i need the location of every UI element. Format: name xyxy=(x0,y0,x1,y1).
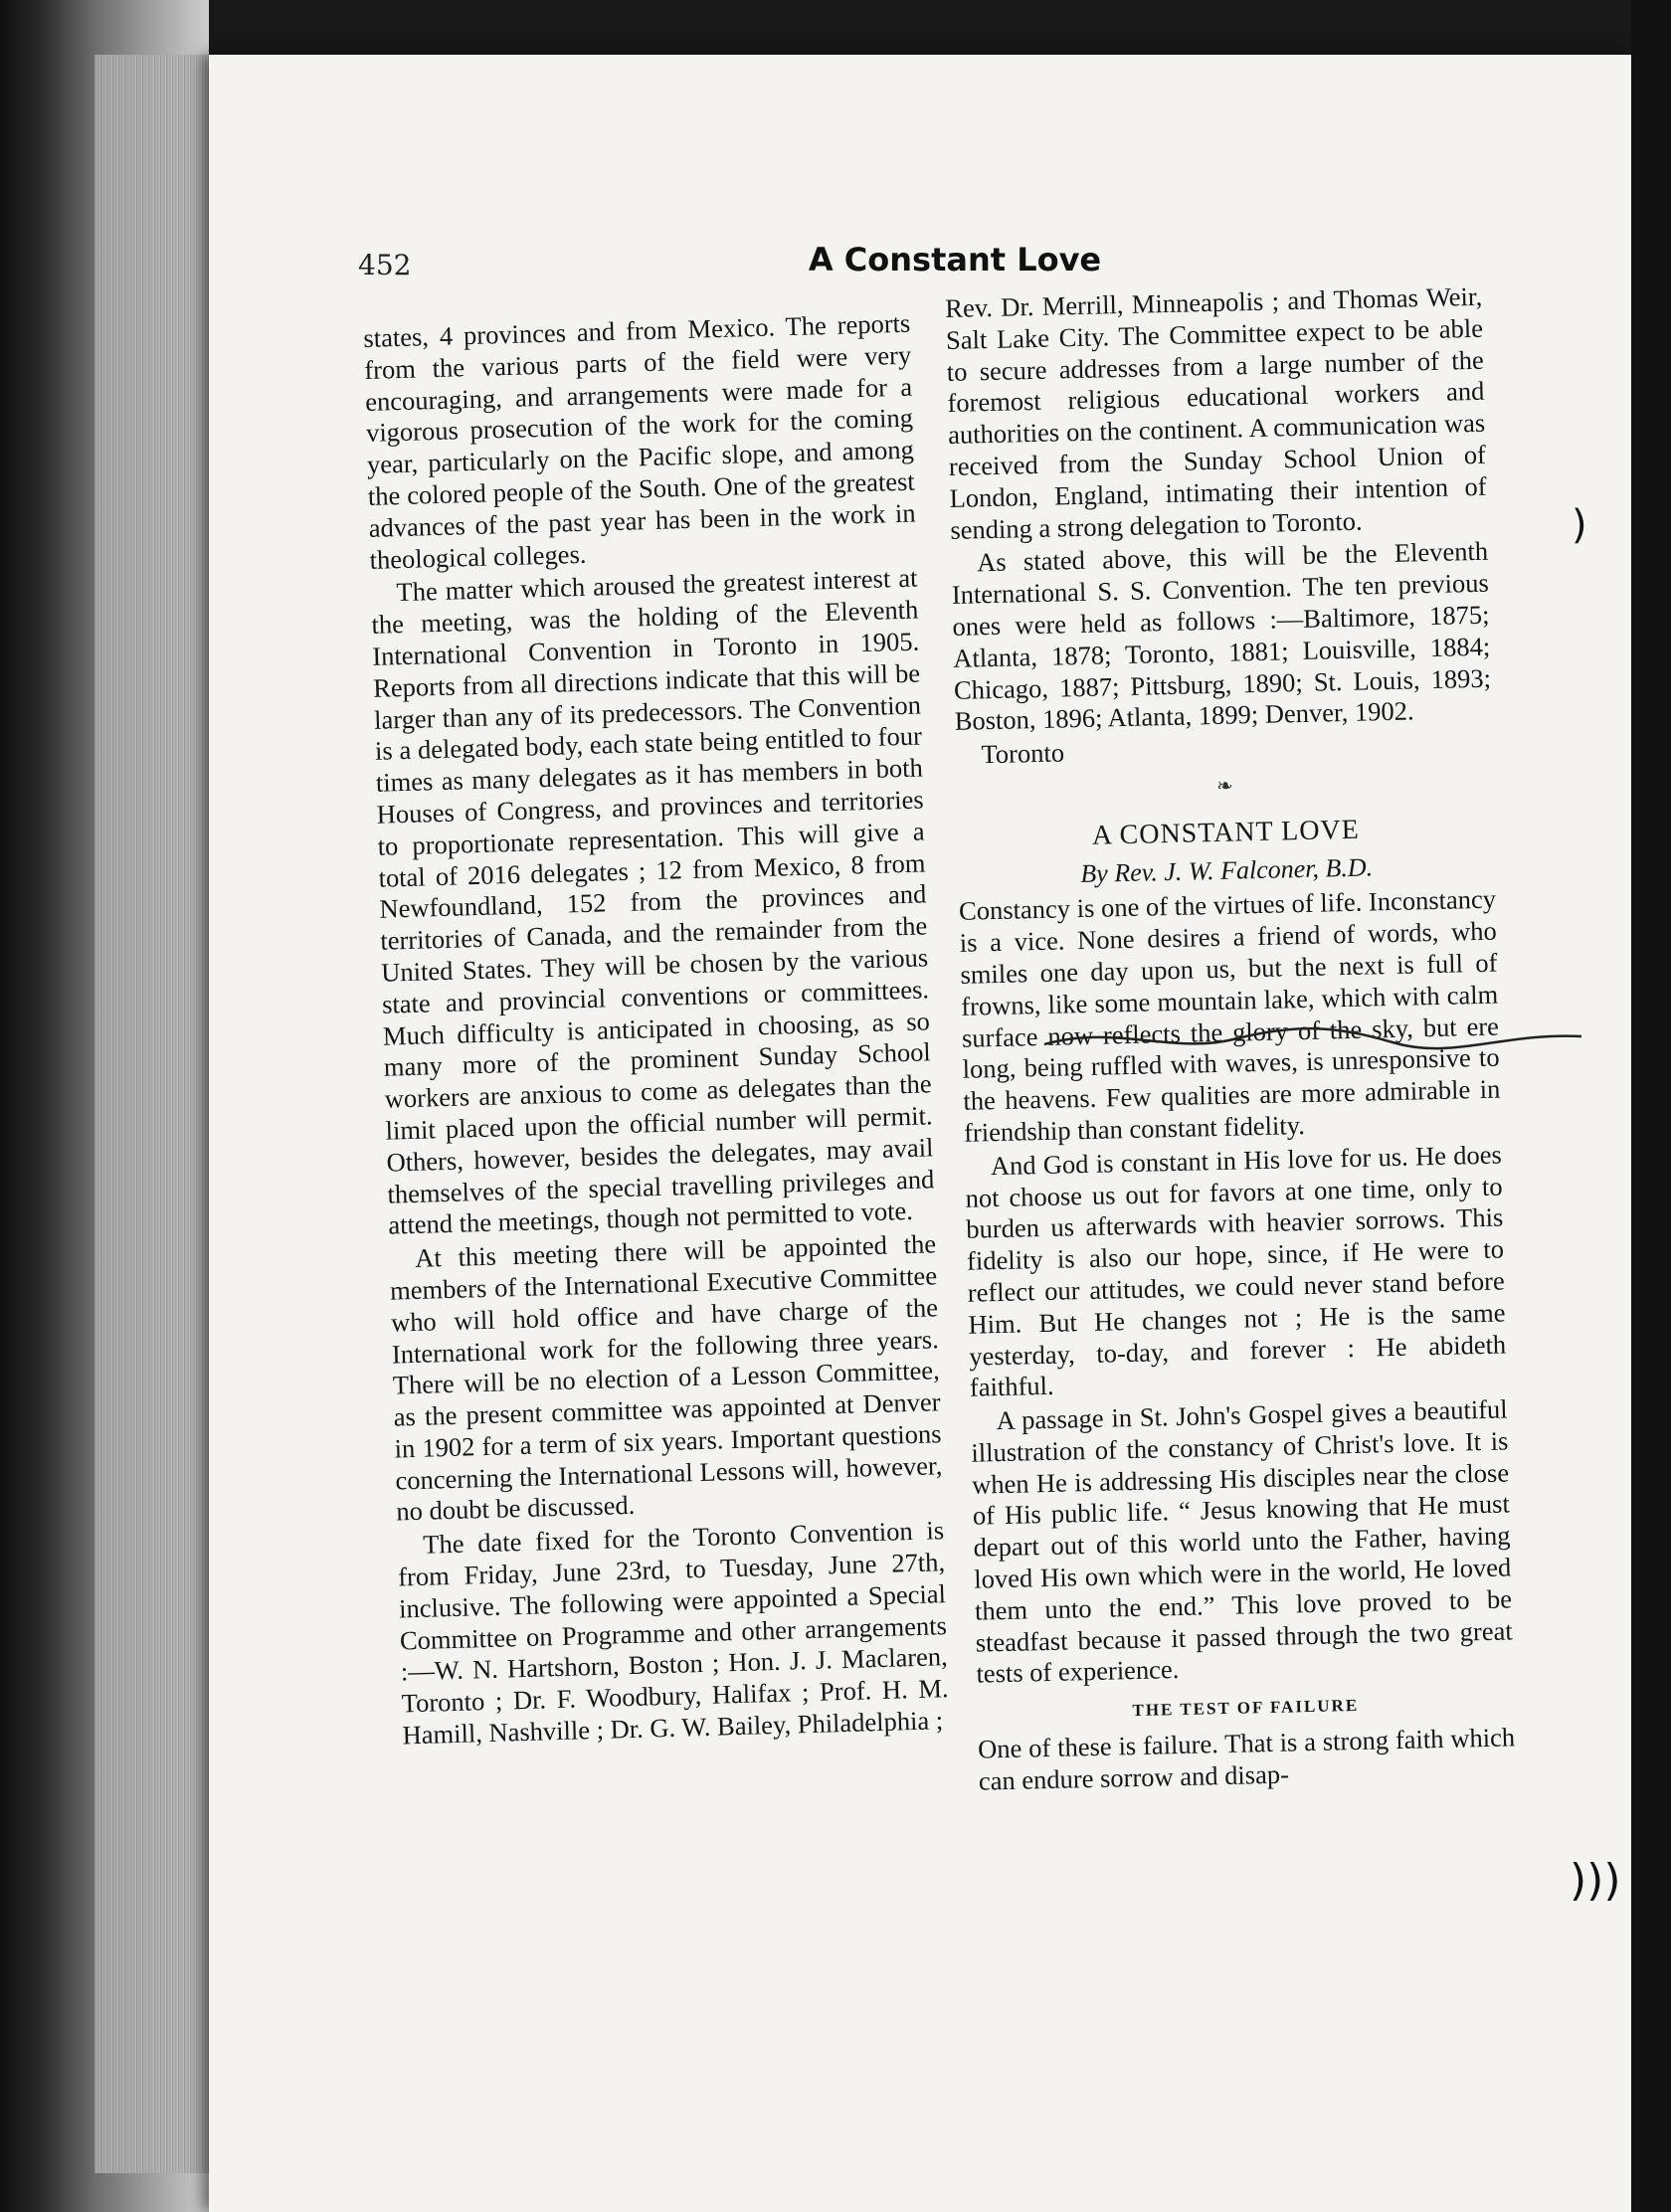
ornament-divider: ❧ xyxy=(1215,775,1233,798)
signoff: Toronto xyxy=(981,737,1065,770)
page-stack xyxy=(94,55,219,2173)
margin-bracket-mark: ))) xyxy=(1570,1855,1621,1906)
paragraph: The date fixed for the Toronto Convention is from Friday, June 23rd, to Tuesday, June 27th, inclusive. The following were appointed a Special Committee on Programme and other arrangements :—W. N. Hartshorn, Boston ; Hon. J. J. Maclaren, Toronto ; Dr. F. Woodbury, Halifax ; Prof. H. M. Hamill, Nashville ; Dr. G. W. Bailey, Philadelphia ; xyxy=(397,1515,949,1751)
paragraph: And God is constant in His love for us. He does not choose us out for favors at one time, only to burden us afterwards with heavier sorrows. This fidelity is also our hope, since, if He were to reflect our attitudes, we could never stand before Him. But He changes not ; He is the same yesterday, to-day, and forever : He abideth faithful. xyxy=(965,1139,1507,1403)
right-shadow-edge xyxy=(1631,0,1671,2212)
paragraph: A passage in St. John's Gospel gives a beautiful illustration of the constancy of Christ's love. It is when He is addressing His disciples near the close of His public life. “ Jesus knowing that He must depart out of this world unto the Father, having loved His own which were in the world, He loved them unto the end.” This love proved to be steadfast because it passed through the two great tests of experience. xyxy=(971,1393,1513,1690)
paragraph: At this meeting there will be appointed the members of the International Executive Committee who will hold office and have charge of the International work for the following three years. There will be no election of a Lesson Committee, as the present committee was appointed at Denver in 1902 for a term of six years. Important questions concerning the International Lessons will, however, no doubt be discussed. xyxy=(389,1228,943,1528)
margin-bracket-mark: ) xyxy=(1572,502,1587,548)
page-number: 452 xyxy=(358,249,412,281)
article-title: A CONSTANT LOVE xyxy=(1091,814,1361,851)
pen-underline-mark xyxy=(1034,1014,1591,1074)
book-page xyxy=(209,55,1631,2212)
paragraph: As stated above, this will be the Eleventh International S. S. Convention. The ten previous ones were held as follows :—Baltimore, 1875; Atlanta, 1878; Toronto, 1881; Louisville, 1884; Chicago, 1887; Pittsburg, 1890; St. Louis, 1893; Boston, 1896; Atlanta, 1899; Denver, 1902. xyxy=(951,536,1492,737)
paragraph: states, 4 provinces and from Mexico. The reports from the various parts of the field were very encouraging, and arrangements were made for a vigorous prosecution of the work for the coming year, particularly on the Pacific slope, and among the colored people of the South. One of the greatest advances of the past year has been in the work in theological colleges. xyxy=(363,307,916,575)
byline: By Rev. J. W. Falconer, B.D. xyxy=(1079,851,1374,888)
section-heading: THE TEST OF FAILURE xyxy=(1132,1696,1360,1721)
paragraph: The matter which aroused the greatest interest at the meeting, was the holding of the Eleventh International Convention in Toronto in 1905. Reports from all directions indicate that this will be larger than any of its predecessors. The Convention is a delegated body, each state being entitled to four times as many delegates as it has members in both Houses of Congress, and provinces and territories to proportionate representation. This will give a total of 2016 delegates ; 12 from Mexico, 8 from Newfoundland, 152 from the provinces and territories of Canada, and the remainder from the United States. They will be chosen by the various state and provincial conventions or committees. Much difficulty is anticipated in choosing, as so many more of the prominent Sunday School workers are anxious to come as delegates than the limit placed upon the official number will permit. Others, however, besides the delegates, may avail themselves of the special travelling privileges and attend the meetings, though not permitted to vote. xyxy=(371,562,935,1240)
paragraph: Constancy is one of the virtues of life. Inconstancy is a vice. None desires a friend of words, who smiles one day upon us, but the next is full of frowns, like some mountain lake, which with calm surface now reflects the glory of the sky, but ere long, being ruffled with waves, is unresponsive to the heavens. Few qualities are more admirable in friendship than constant fidelity. xyxy=(958,883,1501,1148)
left-column xyxy=(363,308,950,1754)
paragraph: Rev. Dr. Merrill, Minneapolis ; and Thomas Weir, Salt Lake City. The Committee expect to be able to secure addresses from a large number of the foremost religious educational workers and authorities on the continent. A communication was received from the Sunday School Union of London, England, intimating their intention of sending a strong delegation to Toronto. xyxy=(945,280,1487,545)
running-head: A Constant Love xyxy=(808,241,1102,278)
paragraph: One of these is failure. That is a strong faith which can endure sorrow and disap- xyxy=(977,1722,1516,1796)
